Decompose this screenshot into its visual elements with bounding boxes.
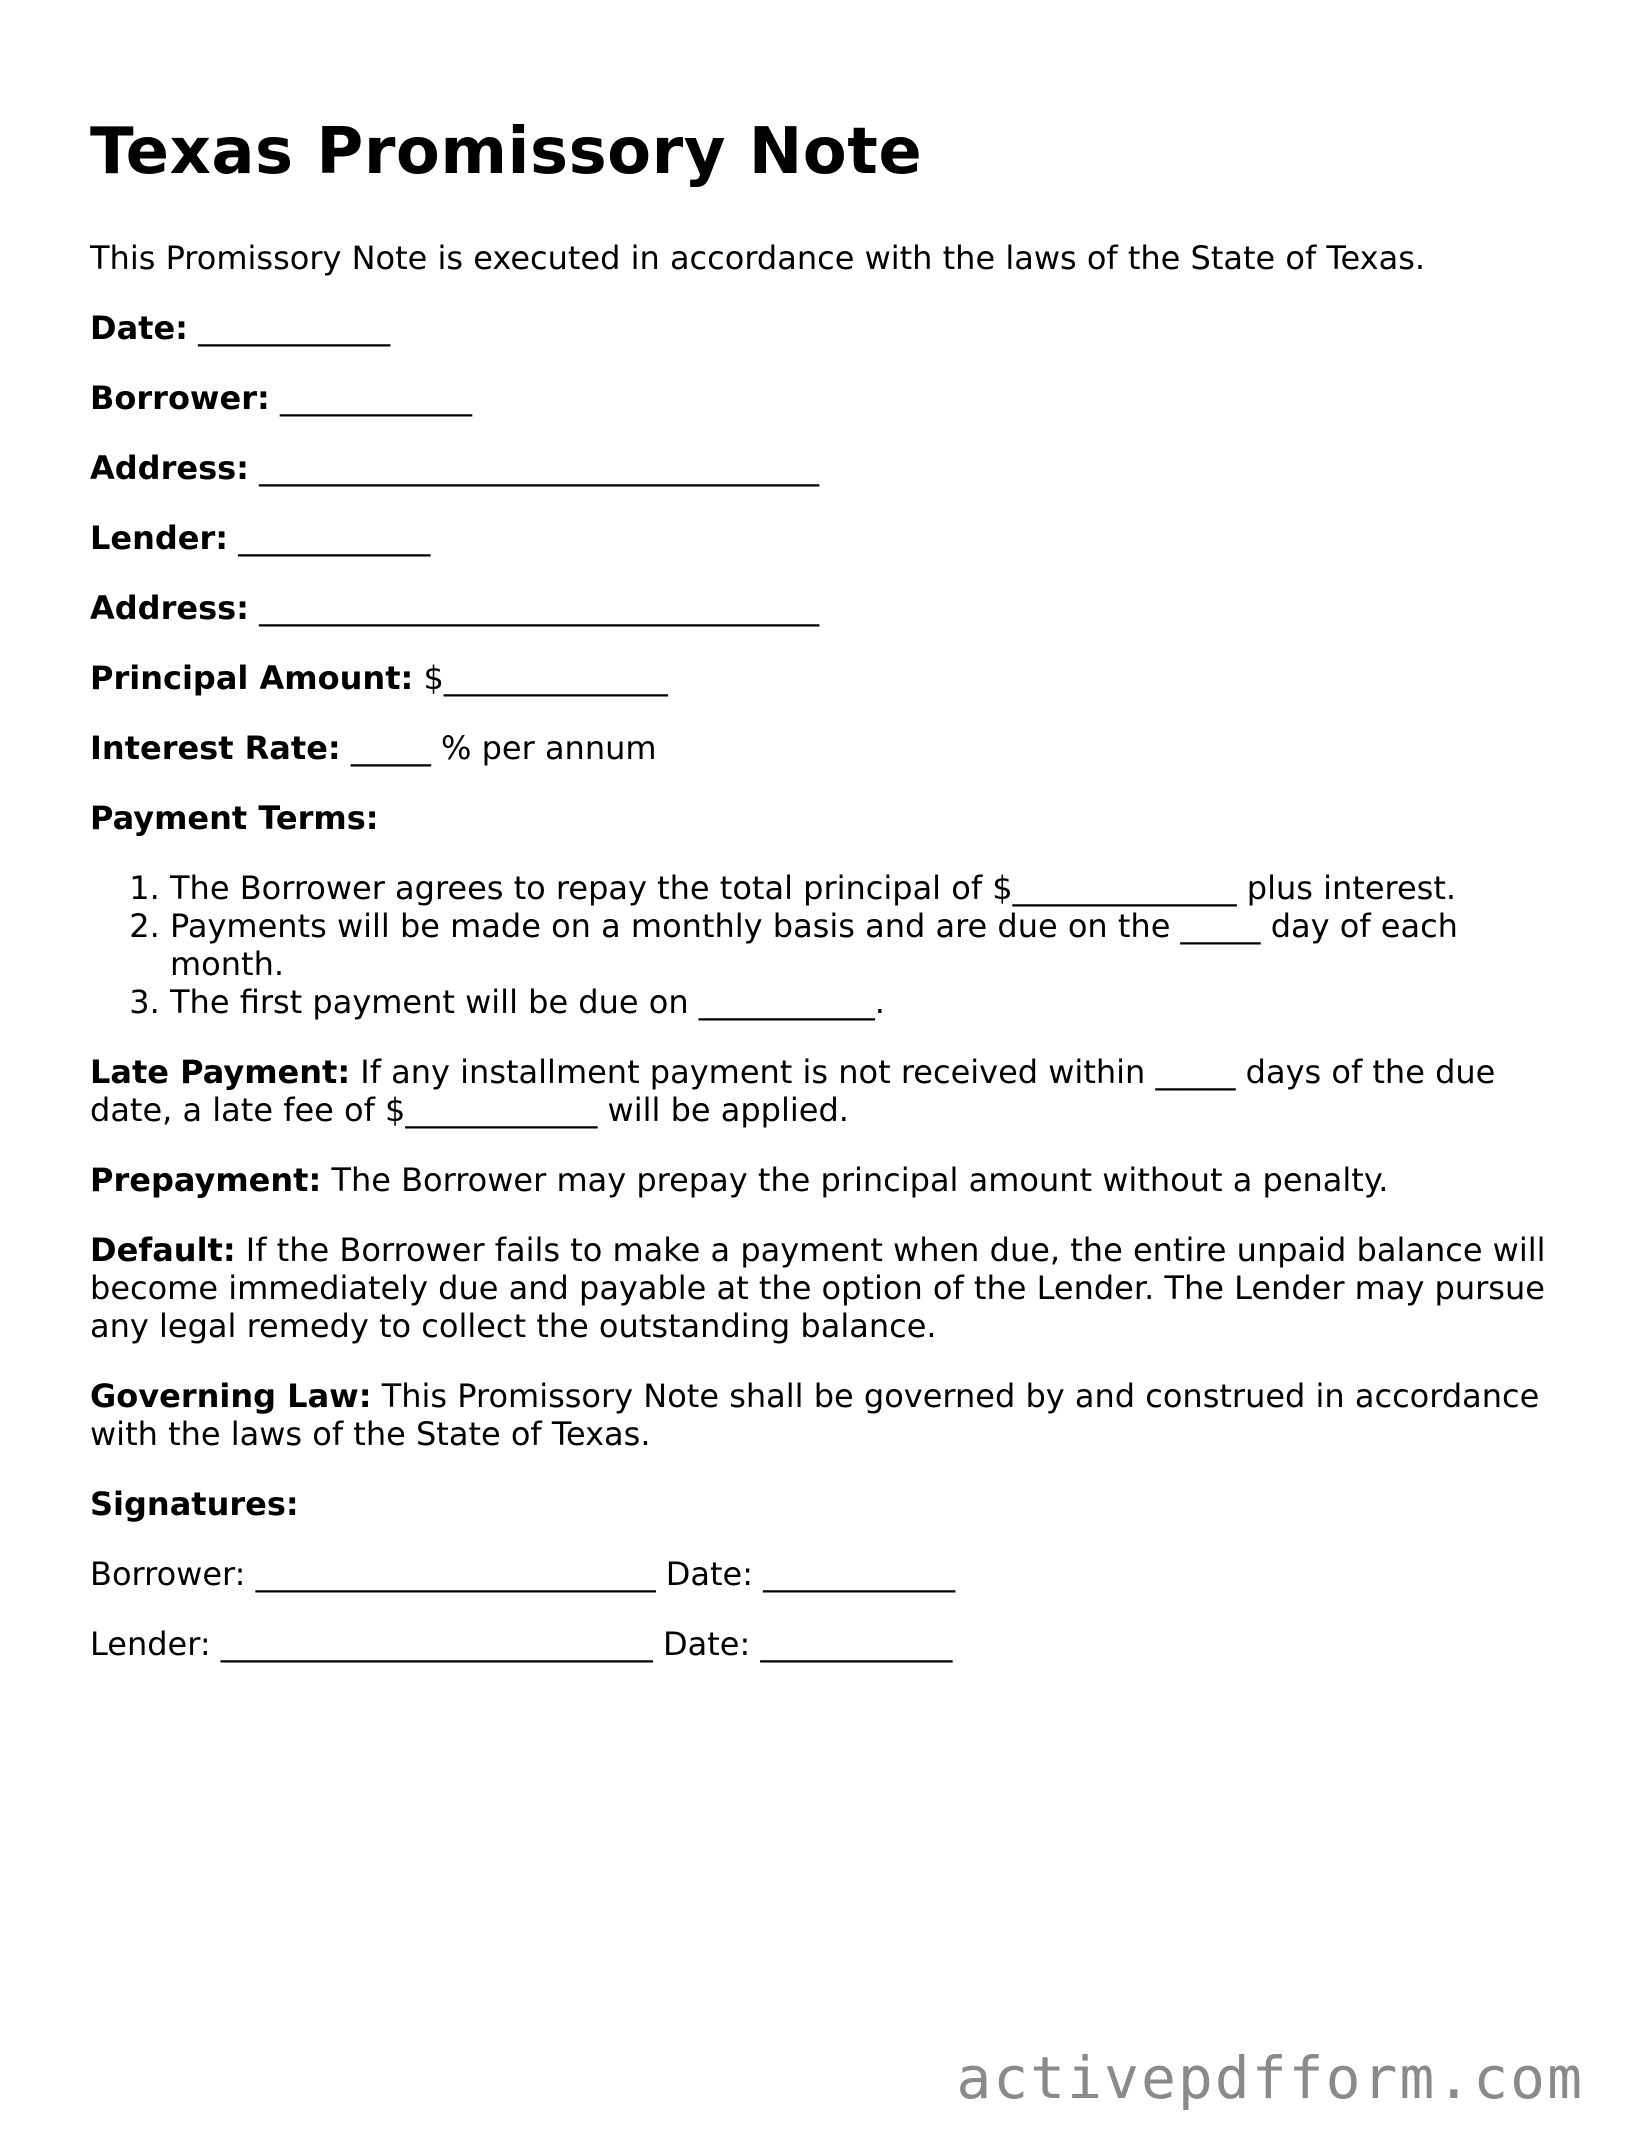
- field-interest-rate: [90, 729, 1560, 767]
- late-payment-label: Late Payment:: [90, 1053, 351, 1091]
- borrower-signature-line: Borrower: _________________________ Date: ____________: [90, 1555, 956, 1593]
- lender-signature-line: Lender: ___________________________ Date: ____________: [90, 1625, 953, 1663]
- field-blank: ____________: [269, 379, 472, 417]
- field-principal-amount: [90, 659, 1560, 697]
- governing-law-text: This Promissory Note shall be governed by and construed in accordance with the laws of the State of Texas.: [90, 1377, 1540, 1453]
- field-label: Address:: [90, 589, 249, 627]
- watermark: activepdfform.com: [956, 2044, 1584, 2112]
- field-label: Address:: [90, 449, 249, 487]
- signatures-label: Signatures:: [90, 1485, 299, 1523]
- field-blank: ___________________________________: [248, 449, 820, 487]
- field-borrower-address: [90, 449, 1560, 487]
- field-date: [90, 309, 1560, 347]
- signatures-heading: [90, 1485, 1560, 1523]
- default-paragraph: [90, 1231, 1560, 1345]
- prepayment-text: The Borrower may prepay the principal amount without a penalty.: [321, 1161, 1389, 1199]
- list-item: 3. The first payment will be due on ___________.: [170, 983, 1560, 1021]
- field-label: Date:: [90, 309, 188, 347]
- default-label: Default:: [90, 1231, 236, 1269]
- late-payment-text: If any installment payment is not received within _____ days of the due date, a late fee of $____________ will be applied.: [90, 1053, 1496, 1129]
- field-borrower: [90, 379, 1560, 417]
- field-blank: ____________: [187, 309, 391, 347]
- payment-terms-label: Payment Terms:: [90, 799, 379, 837]
- field-blank: _____ % per annum: [340, 729, 657, 767]
- field-label: Principal Amount:: [90, 659, 414, 697]
- document-title: Texas Promissory Note: [90, 115, 923, 189]
- field-lender: [90, 519, 1560, 557]
- field-label: Interest Rate:: [90, 729, 341, 767]
- prepayment-label: Prepayment:: [90, 1161, 322, 1199]
- field-label: Borrower:: [90, 379, 270, 417]
- field-blank: ___________________________________: [248, 589, 820, 627]
- field-lender-address: [90, 589, 1560, 627]
- list-item: 2. Payments will be made on a monthly basis and are due on the _____ day of each month.: [170, 907, 1560, 983]
- payment-terms-heading: [90, 799, 1560, 837]
- intro-paragraph: This Promissory Note is executed in accordance with the laws of the State of Texas.: [90, 239, 1426, 277]
- default-text: If the Borrower fails to make a payment when due, the entire unpaid balance will become immediately due and payable at the option of the Lender. The Lender may pursue any legal remedy to collect the outstanding balance.: [90, 1231, 1546, 1345]
- governing-law-paragraph: [90, 1377, 1560, 1453]
- list-item: 1. The Borrower agrees to repay the total principal of $______________ plus interest.: [170, 869, 1560, 907]
- field-label: Lender:: [90, 519, 229, 557]
- prepayment-paragraph: [90, 1161, 1560, 1199]
- field-blank: ____________: [228, 519, 431, 557]
- governing-law-label: Governing Law:: [90, 1377, 372, 1415]
- late-payment-paragraph: [90, 1053, 1560, 1129]
- payment-terms-list: [90, 869, 1560, 1021]
- field-blank: $______________: [413, 659, 668, 697]
- document-page: [90, 108, 1560, 1663]
